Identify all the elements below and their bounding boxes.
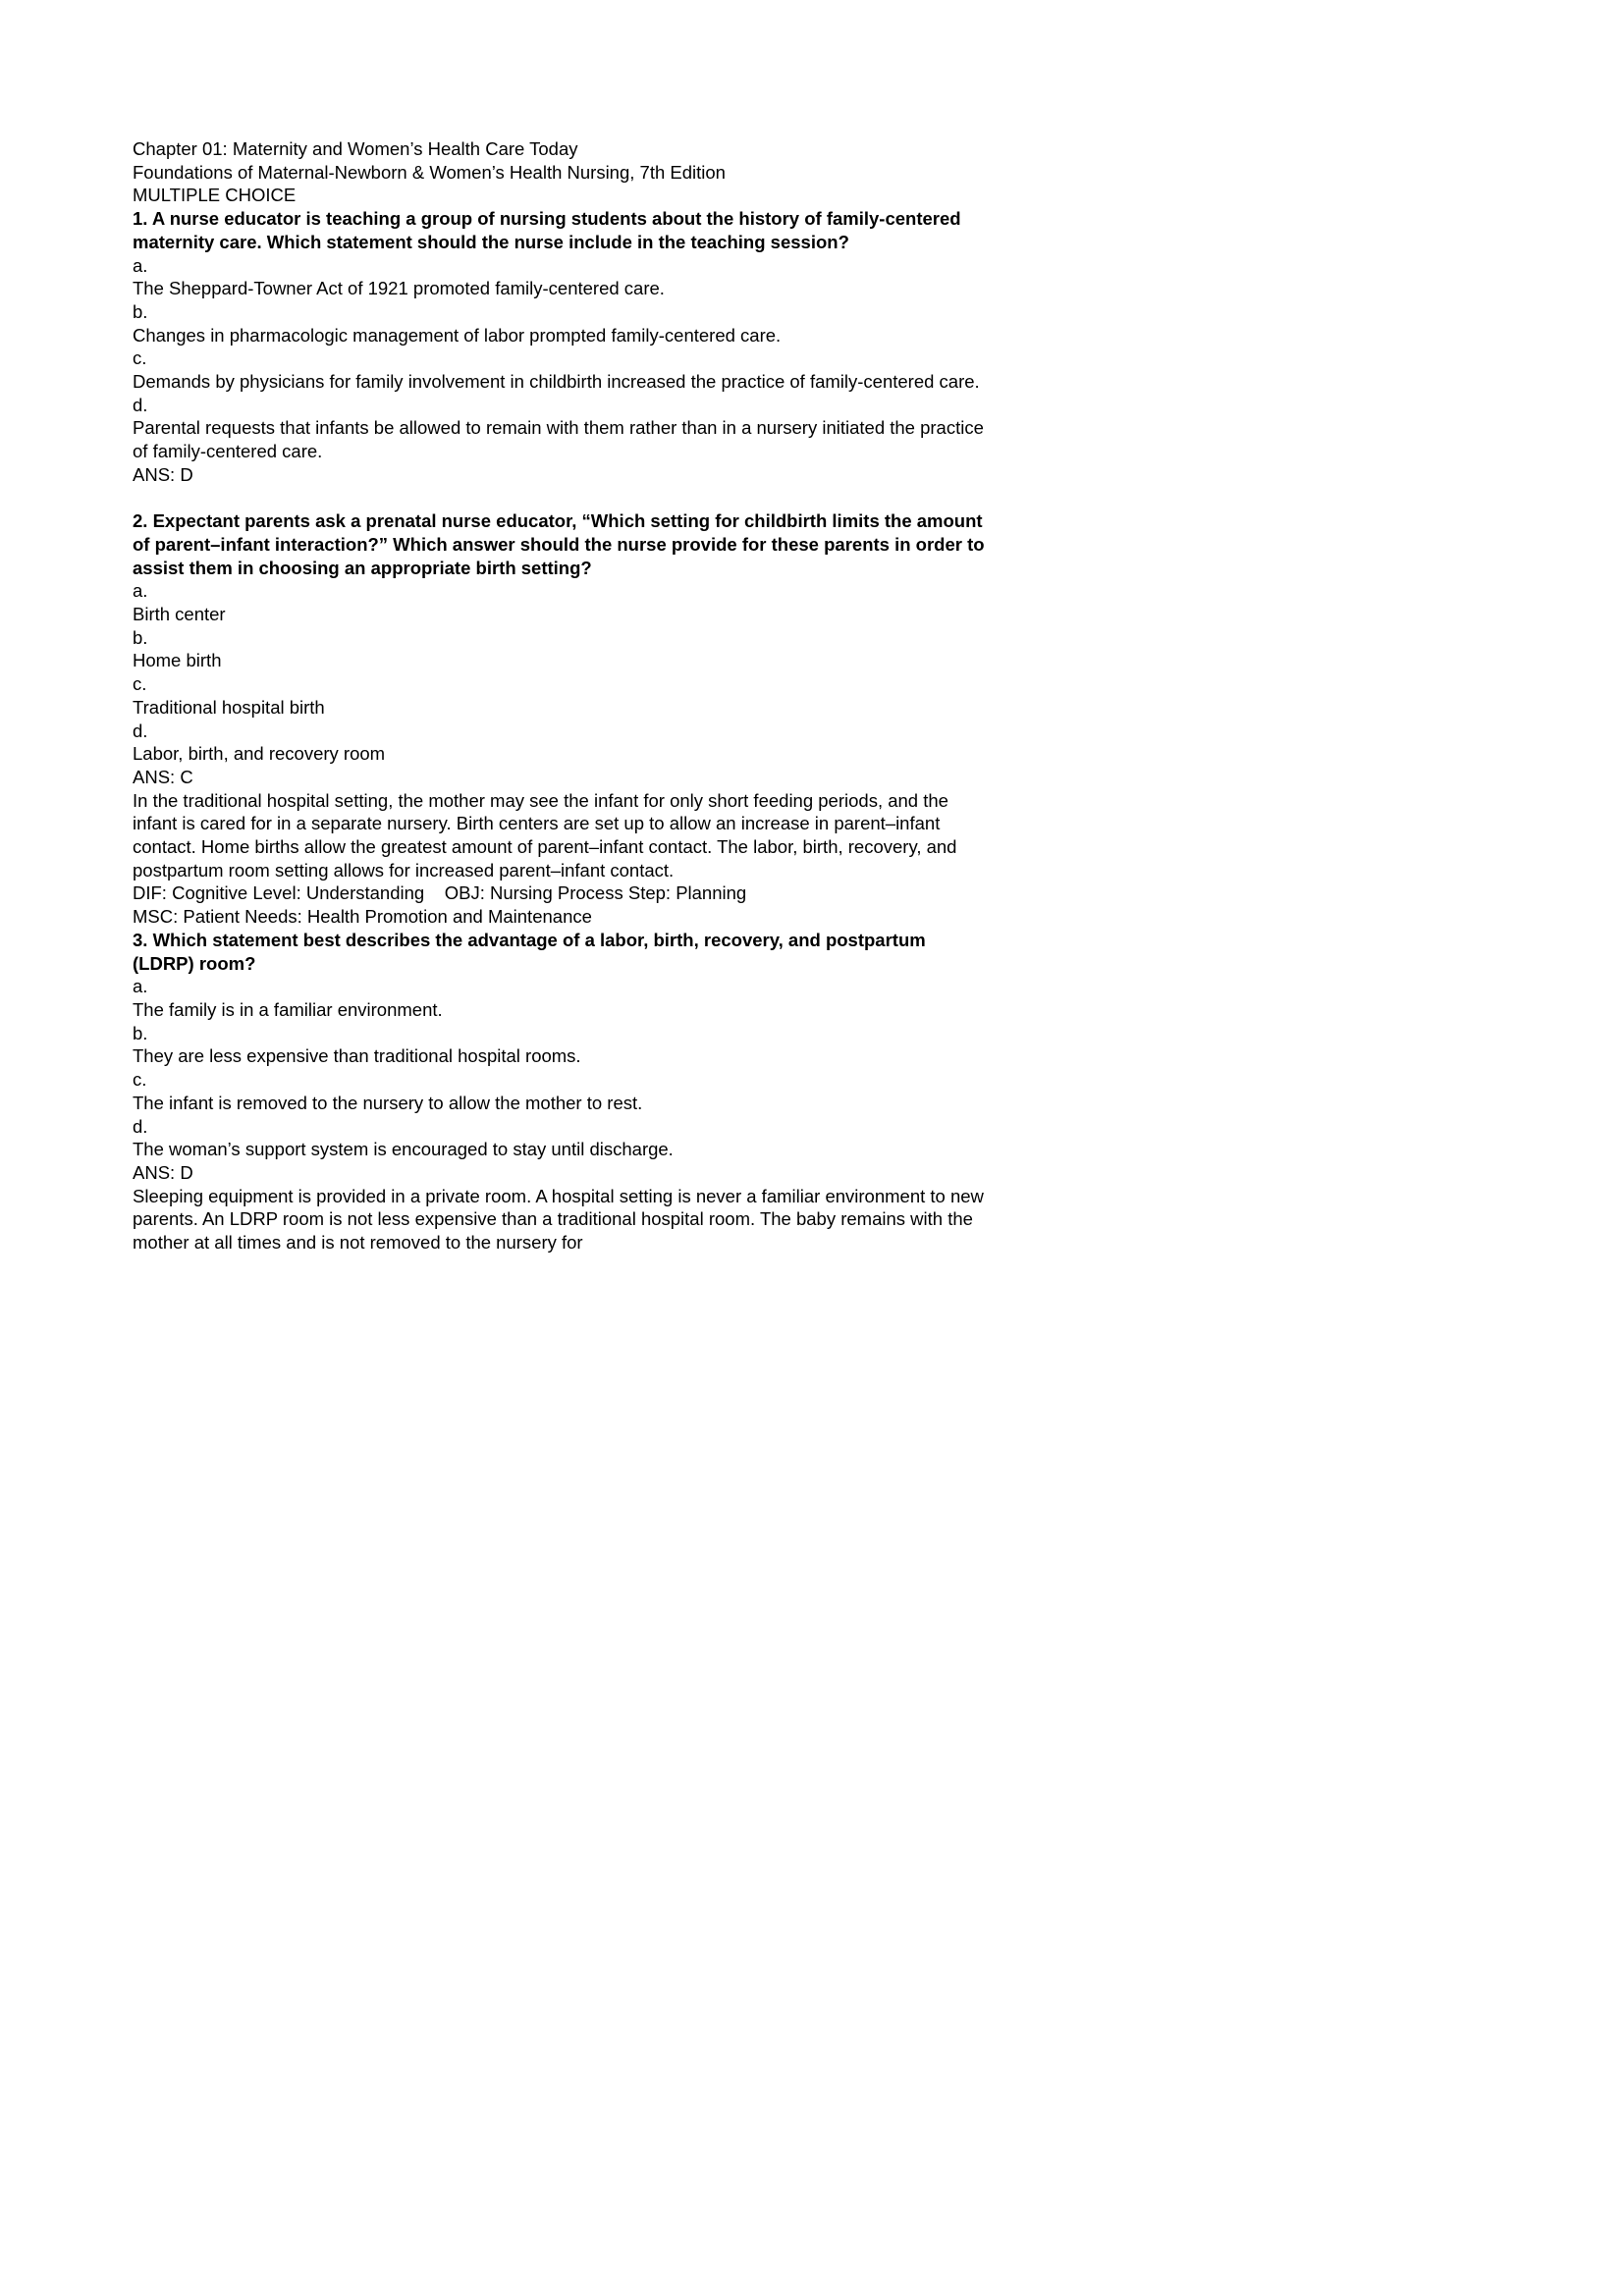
option-letter: b.	[133, 1022, 148, 1043]
doc-title: Chapter 01: Maternity and Women’s Health Care Today	[133, 138, 578, 159]
answer-line: ANS: C	[133, 766, 193, 787]
option-text: They are less expensive than traditional hospital rooms.	[133, 1045, 581, 1067]
option-letter: a.	[133, 254, 148, 276]
question-stem: 3. Which statement best describes the advantage of a labor, birth, recovery, and postpartum (LDRP) room?	[133, 929, 926, 974]
option-text: Changes in pharmacologic management of labor prompted family-centered care.	[133, 324, 782, 346]
document-content	[133, 137, 987, 1255]
rationale-text: In the traditional hospital setting, the mother may see the infant for only short feeding periods, and the infant is cared for in a separate nursery. Birth centers are set up to allow an increase in parent–infant contact. Home births allow the greatest amount of parent–infant contact. The labor, birth, recovery, and postpartum room setting allows for increased parent–infant contact.	[133, 789, 957, 881]
option-letter: c.	[133, 347, 147, 369]
rationale-text: Sleeping equipment is provided in a private room. A hospital setting is never a familiar environment to new parents. An LDRP room is not less expensive than a traditional hospital room. The baby remains with the mother at all times and is not removed to the nursery for	[133, 1185, 984, 1254]
option-letter: d.	[133, 1115, 148, 1137]
option-text: The Sheppard-Towner Act of 1921 promoted family-centered care.	[133, 278, 665, 299]
option-text: The family is in a familiar environment.	[133, 999, 443, 1020]
option-text: The infant is removed to the nursery to allow the mother to rest.	[133, 1092, 643, 1113]
question-stem: 1. A nurse educator is teaching a group of nursing students about the history of family-centered maternity care. Which statement should the nurse include in the teaching session?	[133, 208, 961, 252]
option-letter: c.	[133, 673, 147, 695]
option-letter: b.	[133, 300, 148, 322]
option-letter: c.	[133, 1069, 147, 1091]
option-letter: b.	[133, 626, 148, 648]
option-text: Birth center	[133, 604, 226, 625]
option-text: Home birth	[133, 650, 222, 671]
option-letter: d.	[133, 394, 148, 415]
section-heading: MULTIPLE CHOICE	[133, 185, 297, 206]
blank-line	[133, 487, 987, 510]
option-text: Traditional hospital birth	[133, 696, 325, 718]
question-block-3	[133, 929, 987, 1255]
question-block-2	[133, 509, 987, 929]
question-stem: 2. Expectant parents ask a prenatal nurse educator, “Which setting for childbirth limits the amount of parent–infant interaction?” Which answer should the nurse provide for these parents in order to assist them in choosing an appropriate birth setting?	[133, 510, 985, 578]
dif-line: DIF: Cognitive Level: Understanding OBJ: Nursing Process Step: Planning	[133, 882, 747, 904]
doc-subtitle: Foundations of Maternal-Newborn & Women’s Health Nursing, 7th Edition	[133, 161, 726, 183]
option-letter: d.	[133, 720, 148, 741]
option-text: Labor, birth, and recovery room	[133, 743, 386, 765]
msc-line: MSC: Patient Needs: Health Promotion and Maintenance	[133, 906, 592, 928]
option-letter: a.	[133, 580, 148, 602]
answer-line: ANS: D	[133, 1161, 193, 1183]
option-letter: a.	[133, 976, 148, 997]
option-text: Parental requests that infants be allowed to remain with them rather than in a nursery initiated the practice of family-centered care.	[133, 417, 984, 462]
option-text: Demands by physicians for family involvement in childbirth increased the practice of family-centered care.	[133, 371, 980, 393]
question-block-1	[133, 207, 987, 486]
option-text: The woman’s support system is encouraged to stay until discharge.	[133, 1139, 674, 1160]
answer-line: ANS: D	[133, 463, 193, 485]
